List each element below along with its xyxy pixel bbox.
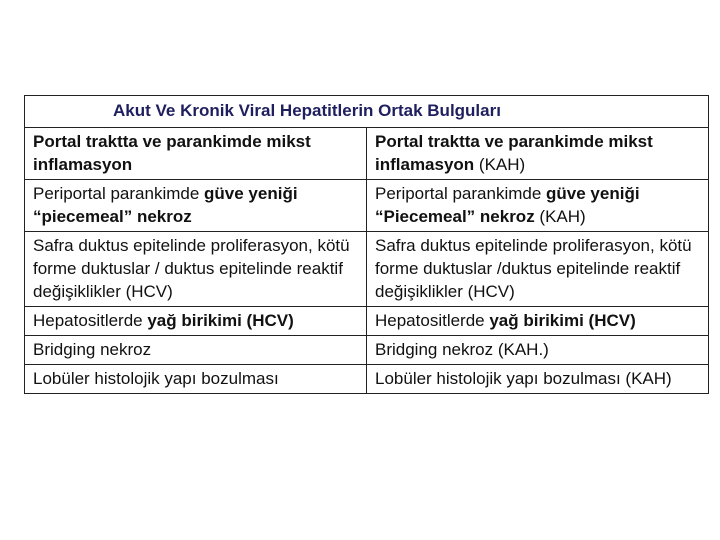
cell-text: Periportal parankimde bbox=[33, 184, 205, 203]
cell-text: yağ birikimi (HCV) bbox=[489, 311, 636, 330]
acute-cell bbox=[25, 128, 367, 180]
cell-text: “piecemeal” nekroz bbox=[33, 207, 192, 226]
chronic-cell bbox=[367, 180, 709, 232]
cell-text: Hepatositlerde bbox=[375, 311, 490, 330]
cell-text: Periportal parankimde bbox=[375, 184, 547, 203]
table-row bbox=[25, 128, 709, 180]
table-row bbox=[25, 180, 709, 232]
table-title: Akut Ve Kronik Viral Hepatitlerin Ortak Bulguları bbox=[25, 96, 709, 128]
table-row bbox=[25, 336, 709, 365]
acute-cell: Safra duktus epitelinde proliferasyon, kötü forme duktuslar / duktus epitelinde reaktif değişiklikler (HCV) bbox=[25, 232, 367, 307]
table-row bbox=[25, 307, 709, 336]
table-title-row bbox=[25, 96, 709, 128]
acute-cell: Lobüler histolojik yapı bozulması bbox=[25, 365, 367, 394]
cell-text: (KAH) bbox=[534, 207, 586, 226]
cell-text: (KAH) bbox=[474, 155, 526, 174]
chronic-cell: Bridging nekroz (KAH.) bbox=[367, 336, 709, 365]
cell-text: Portal traktta ve parankimde mikst inflamasyon bbox=[33, 132, 311, 174]
chronic-cell: Safra duktus epitelinde proliferasyon, kötü forme duktuslar /duktus epitelinde reaktif değişiklikler (HCV) bbox=[367, 232, 709, 307]
cell-text: Portal traktta ve parankimde mikst inflamasyon bbox=[375, 132, 653, 174]
acute-cell: Bridging nekroz bbox=[25, 336, 367, 365]
acute-cell bbox=[25, 307, 367, 336]
cell-text: güve yeniği bbox=[546, 184, 640, 203]
table-row bbox=[25, 232, 709, 307]
chronic-cell: Lobüler histolojik yapı bozulması (KAH) bbox=[367, 365, 709, 394]
cell-text: güve yeniği bbox=[204, 184, 298, 203]
table-row bbox=[25, 365, 709, 394]
chronic-cell bbox=[367, 128, 709, 180]
cell-text: yağ birikimi (HCV) bbox=[147, 311, 294, 330]
cell-text: “Piecemeal” nekroz bbox=[375, 207, 535, 226]
findings-table bbox=[24, 95, 709, 394]
cell-text: Hepatositlerde bbox=[33, 311, 148, 330]
acute-cell bbox=[25, 180, 367, 232]
chronic-cell bbox=[367, 307, 709, 336]
